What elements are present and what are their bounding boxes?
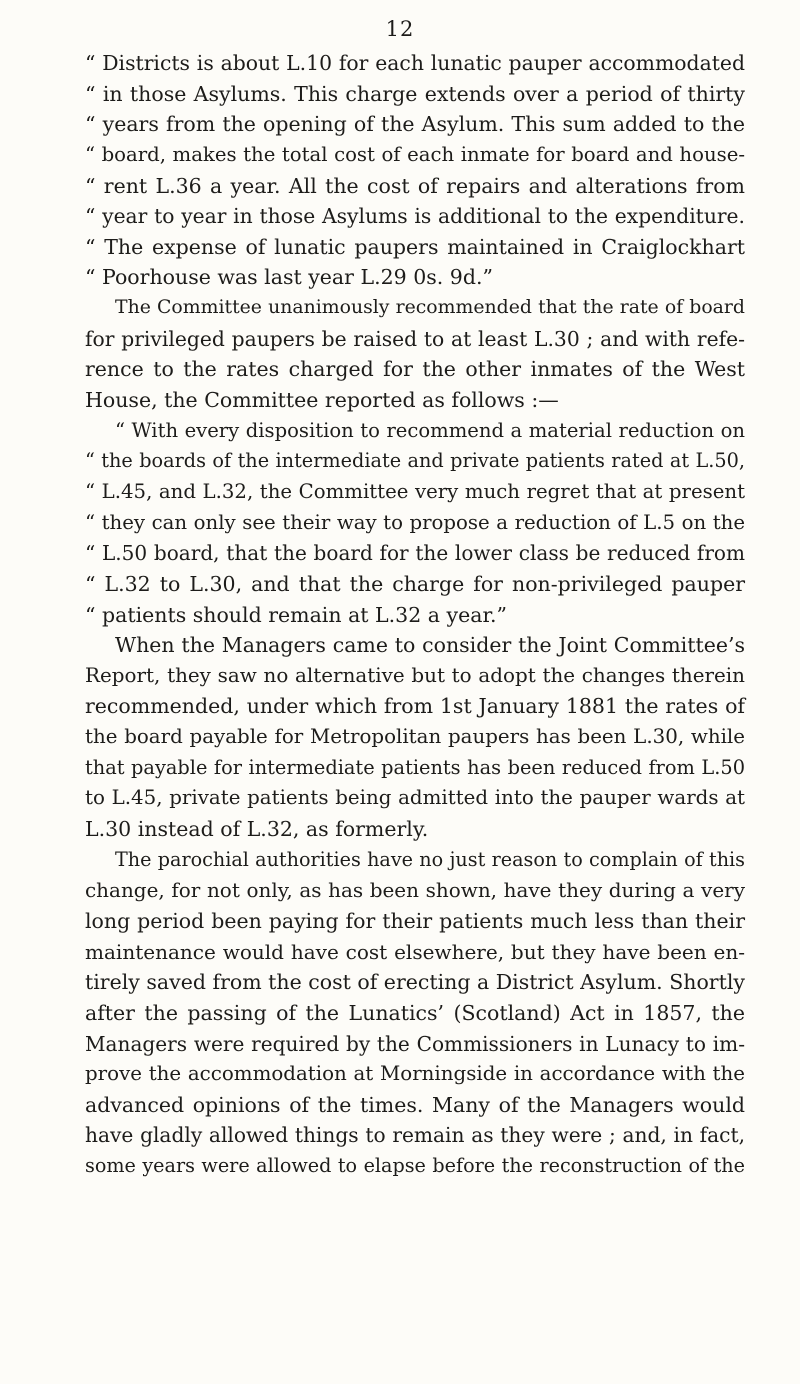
text-line: “ With every disposition to recommend a material reduction on xyxy=(115,418,745,442)
text-line: that payable for intermediate patients has been reduced from L.50 xyxy=(85,755,745,779)
text-line: L.30 instead of L.32, as formerly. xyxy=(85,817,429,842)
text-line: “ L.45, and L.32, the Committee very much regret that at present xyxy=(85,479,745,503)
text-line: have gladly allowed things to remain as they were ; and, in fact, xyxy=(85,1123,745,1148)
text-line: rence to the rates charged for the other inmates of the West xyxy=(85,357,745,382)
text-line: the board payable for Metropolitan paupers has been L.30, while xyxy=(85,725,745,749)
text-line: advanced opinions of the times. Many of the Managers would xyxy=(85,1092,745,1117)
page-number: 12 xyxy=(385,17,415,41)
text-line: tirely saved from the cost of erecting a District Asylum. Shortly xyxy=(85,970,745,995)
text-line: “ The expense of lunatic paupers maintained in Craiglockhart xyxy=(85,234,745,259)
text-line: The parochial authorities have no just reason to complain of this xyxy=(115,847,745,871)
text-line: maintenance would have cost elsewhere, but they have been en- xyxy=(85,939,745,964)
text-line: “ year to year in those Asylums is additional to the expenditure. xyxy=(85,204,745,229)
text-line: “ in those Asylums. This charge extends over a period of thirty xyxy=(85,81,745,106)
text-line: “ rent L.36 a year. All the cost of repairs and alterations from xyxy=(85,173,745,198)
text-line: “ they can only see their way to propose a reduction of L.5 on the xyxy=(85,510,745,534)
text-line: “ years from the opening of the Asylum. This sum added to the xyxy=(85,112,745,137)
body-text xyxy=(85,48,745,1182)
text-line: some years were allowed to elapse before the reconstruction of the xyxy=(85,1154,745,1178)
text-line: House, the Committee reported as follows :— xyxy=(85,388,559,413)
text-line: “ Poorhouse was last year L.29 0s. 9d.” xyxy=(85,265,493,290)
text-line: When the Managers came to consider the Joint Committee’s xyxy=(115,633,745,658)
text-line: The Committee unanimously recommended that the rate of board xyxy=(115,297,745,319)
text-line: to L.45, private patients being admitted into the pauper wards at xyxy=(85,786,745,810)
text-line: long period been paying for their patients much less than their xyxy=(85,908,745,933)
text-line: “ L.32 to L.30, and that the charge for non-privileged pauper xyxy=(85,571,745,596)
text-line: “ patients should remain at L.32 a year.” xyxy=(85,602,508,627)
text-line: “ Districts is about L.10 for each lunatic pauper accommodated xyxy=(85,51,745,75)
text-line: for privileged paupers be raised to at least L.30 ; and with refe- xyxy=(85,326,745,351)
text-line: “ the boards of the intermediate and private patients rated at L.50, xyxy=(85,449,745,473)
text-line: Managers were required by the Commissioners in Lunacy to im- xyxy=(85,1031,745,1056)
text-line: recommended, under which from 1st January 1881 the rates of xyxy=(85,694,745,719)
text-line: “ L.50 board, that the board for the lower class be reduced from xyxy=(85,541,745,566)
text-line: change, for not only, as has been shown, have they during a very xyxy=(85,878,745,903)
text-line: Report, they saw no alternative but to adopt the changes therein xyxy=(85,663,745,687)
text-line: prove the accommodation at Morningside in accordance with the xyxy=(85,1062,745,1086)
text-line: after the passing of the Lunatics’ (Scotland) Act in 1857, the xyxy=(85,1000,745,1025)
text-line: “ board, makes the total cost of each inmate for board and house- xyxy=(85,142,745,166)
